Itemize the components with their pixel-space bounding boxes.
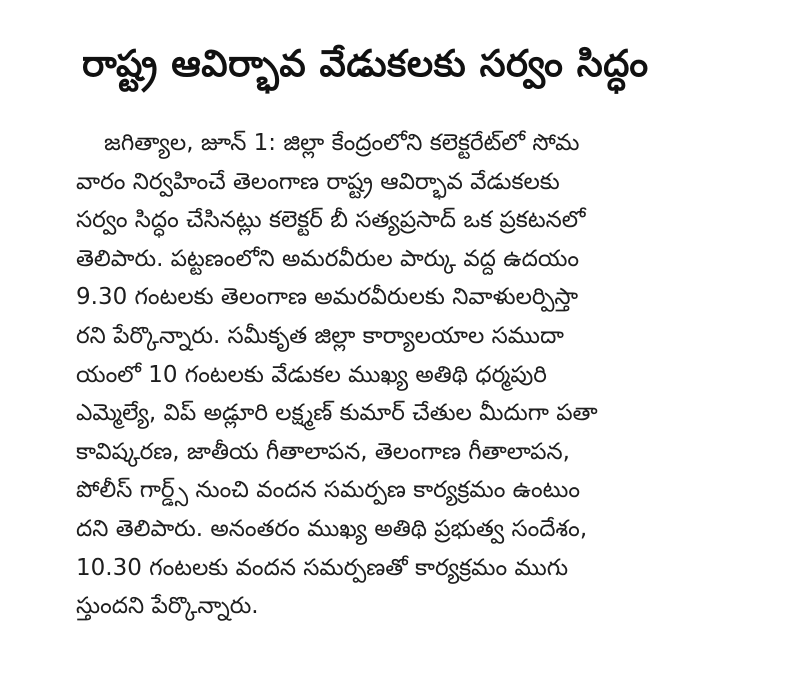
- body-line: వారం నిర్వహించే తెలంగాణ రాష్ట్ర ఆవిర్భావ వేడుకలకు: [76, 168, 560, 195]
- body-line: యంలో 10 గంటలకు వేడుకల ముఖ్య అతిథి ధర్మపురి: [76, 361, 547, 388]
- article-body: [76, 124, 726, 626]
- body-line: స్తుందని పేర్కొన్నారు.: [76, 593, 259, 620]
- body-line: కావిష్కరణ, జాతీయ గీతాలాపన, తెలంగాణ గీతాలాపన,: [76, 438, 570, 465]
- body-line: 10.30 గంటలకు వందన సమర్పణతో కార్యక్రమం ముగు: [76, 554, 569, 581]
- body-line: రని పేర్కొన్నారు. సమీకృత జిల్లా కార్యాలయాల సముదా: [76, 322, 564, 349]
- body-line: 9.30 గంటలకు తెలంగాణ అమరవీరులకు నివాళులర్పిస్తా: [76, 284, 579, 311]
- body-line: జగిత్యాల, జూన్ 1: జిల్లా కేంద్రంలోని కలెక్టరేట్‌లో సోమ: [104, 130, 580, 156]
- body-line: తెలిపారు. పట్టణంలోని అమరవీరుల పార్కు వద్ద ఉదయం: [76, 245, 580, 272]
- body-line: ఎమ్మెల్యే, విప్ అడ్లూరి లక్ష్మణ్ కుమార్ చేతుల మీదుగా పతా: [76, 400, 598, 427]
- headline: రాష్ట్ర ఆవిర్భావ వేడుకలకు సర్వం సిద్ధం: [82, 42, 649, 85]
- body-line: పోలీస్ గార్డ్స్ నుంచి వందన సమర్పణ కార్యక్రమం ఉంటుం: [76, 477, 581, 504]
- body-line: దని తెలిపారు. అనంతరం ముఖ్య అతిథి ప్రభుత్వ సందేశం,: [76, 515, 588, 542]
- body-line: సర్వం సిద్ధం చేసినట్లు కలెక్టర్ బీ సత్యప్రసాద్ ఒక ప్రకటనలో: [76, 207, 586, 234]
